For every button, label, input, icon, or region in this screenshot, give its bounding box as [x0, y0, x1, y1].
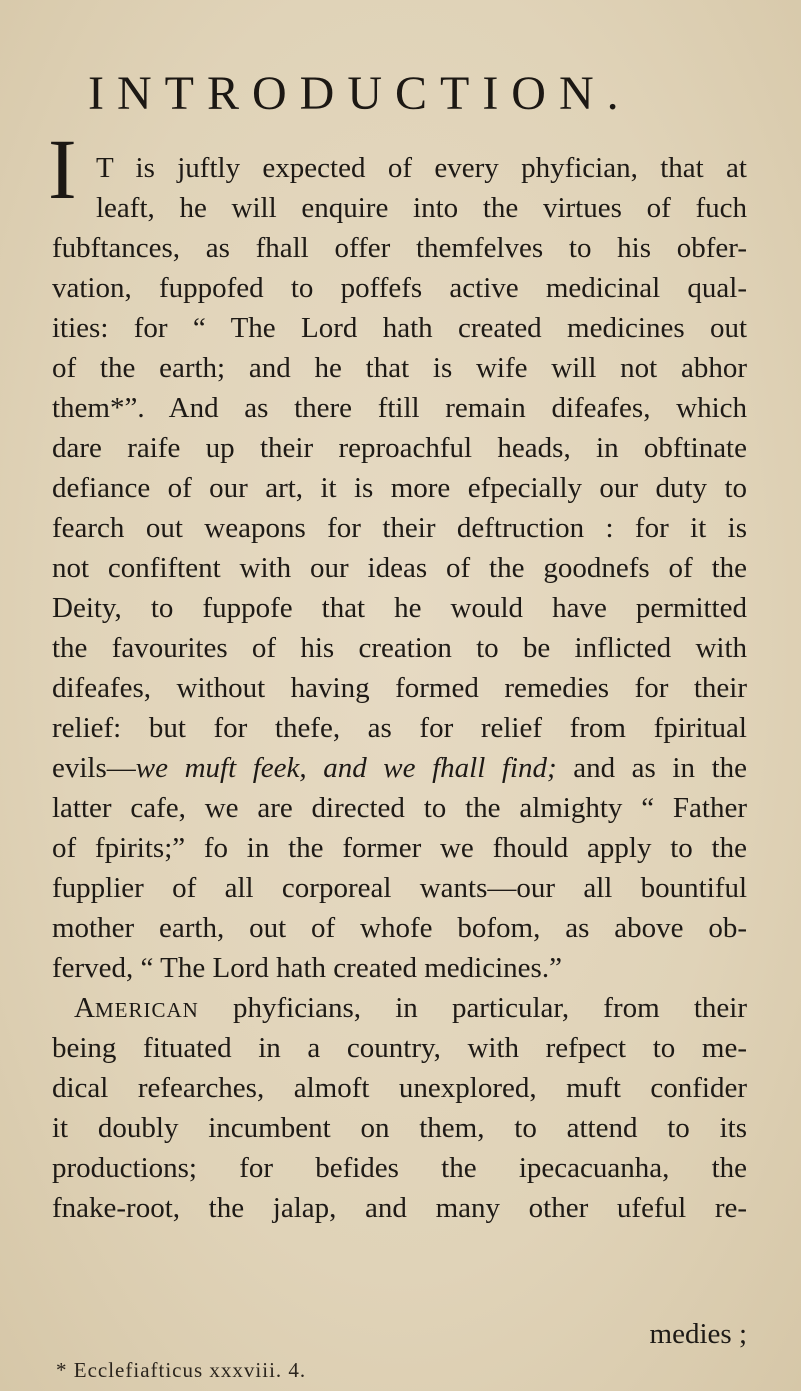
- text-segment: evils—: [52, 752, 136, 784]
- text-line: relief: but for thefe, as for relief from fpiritual: [52, 712, 747, 744]
- text-line: ferved, “ The Lord hath created medicines.”: [52, 952, 562, 984]
- small-caps-initial: A: [74, 992, 95, 1024]
- text-line: the favourites of his creation to be inflicted with: [52, 632, 747, 664]
- text-line: not confiftent with our ideas of the goodnefs of the: [52, 552, 747, 584]
- catchword: medies ;: [649, 1318, 747, 1350]
- text-segment: and as in the: [556, 752, 747, 784]
- text-line: Deity, to fuppofe that he would have permitted: [52, 592, 747, 624]
- text-segment: phyficians, in particular, from their: [198, 992, 747, 1024]
- text-line: of the earth; and he that is wife will not abhor: [52, 352, 747, 384]
- drop-cap: I: [48, 121, 77, 217]
- text-line: of fpirits;” fo in the former we fhould apply to the: [52, 832, 747, 864]
- text-line: being fituated in a country, with refpect to me-: [52, 1032, 747, 1064]
- italic-quote: we muft feek, and we fhall find;: [135, 752, 557, 784]
- text-line: [52, 748, 747, 788]
- text-line: ities: for “ The Lord hath created medicines out: [52, 312, 747, 344]
- text-line: defiance of our art, it is more efpecially our duty to: [52, 472, 747, 504]
- chapter-title: INTRODUCTION.: [88, 67, 632, 120]
- text-line: fubftances, as fhall offer themfelves to his obfer-: [52, 232, 747, 264]
- text-line: fearch out weapons for their deftruction : for it is: [52, 512, 747, 544]
- text-line: latter cafe, we are directed to the almighty “ Father: [52, 792, 747, 824]
- text-line: them*”. And as there ftill remain difeafes, which: [52, 392, 747, 424]
- text-line: difeafes, without having formed remedies for their: [52, 672, 747, 704]
- text-line: [74, 988, 747, 1028]
- text-line: mother earth, out of whofe bofom, as above ob-: [52, 912, 747, 944]
- text-line: leaft, he will enquire into the virtues of fuch: [96, 192, 747, 224]
- text-line: it doubly incumbent on them, to attend to its: [52, 1112, 747, 1144]
- text-line: dical refearches, almoft unexplored, muft confider: [52, 1072, 747, 1104]
- text-line: vation, fuppofed to poffefs active medicinal qual-: [52, 272, 747, 304]
- small-caps-word: MERICAN: [94, 998, 199, 1022]
- footnote: * Ecclefiafticus xxxviii. 4.: [56, 1358, 307, 1382]
- text-line: fnake-root, the jalap, and many other ufeful re-: [52, 1192, 747, 1224]
- text-line: productions; for befides the ipecacuanha, the: [52, 1152, 747, 1184]
- text-line: T is juftly expected of every phyfician, that at: [96, 152, 747, 184]
- text-line: fupplier of all corporeal wants—our all bountiful: [52, 872, 747, 904]
- text-line: dare raife up their reproachful heads, in obftinate: [52, 432, 747, 464]
